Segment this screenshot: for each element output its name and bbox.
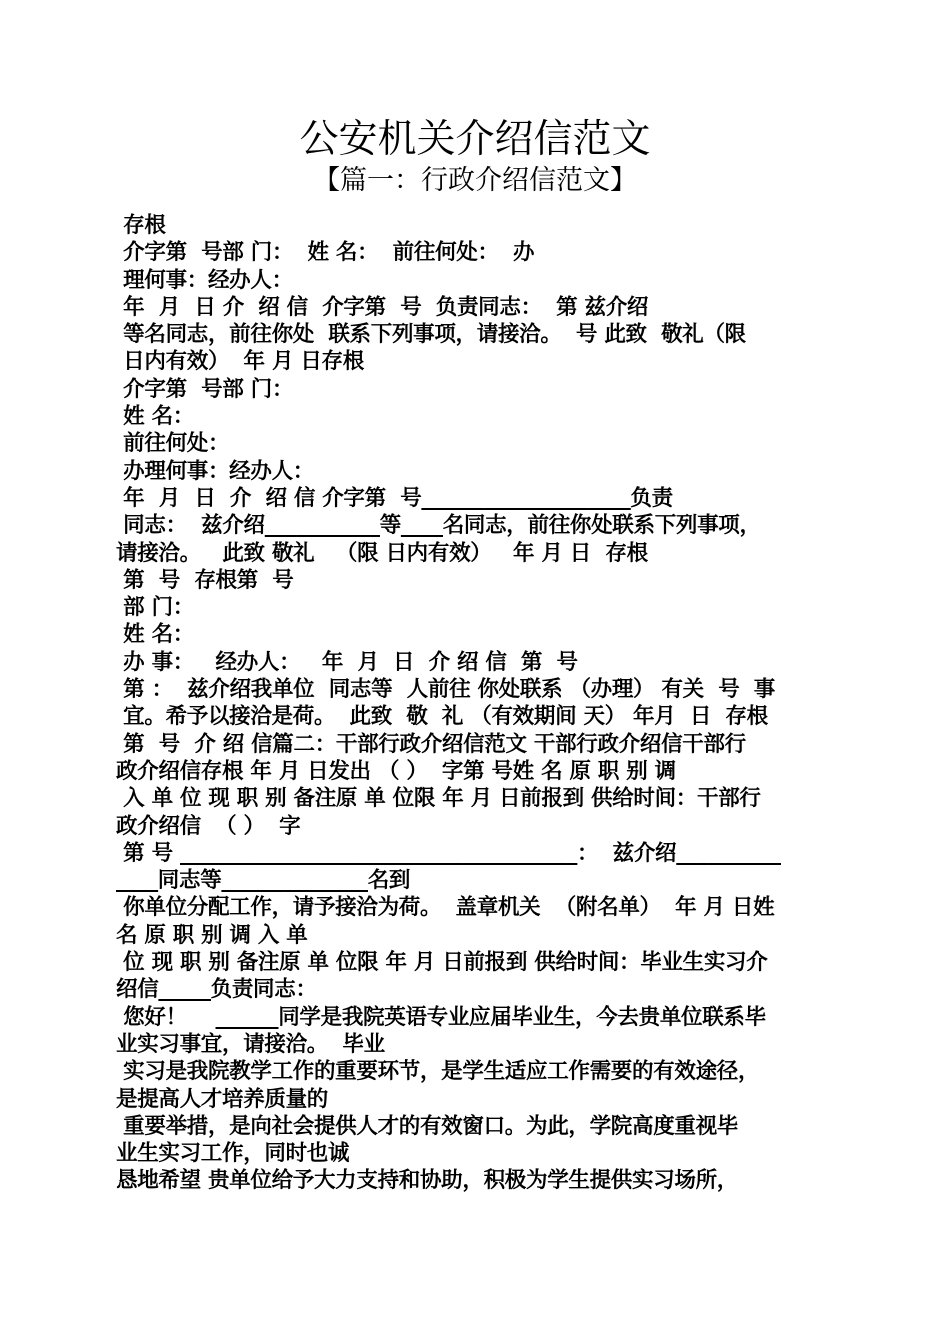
document-title: 公安机关介绍信范文	[299, 117, 651, 162]
text-line: 名 原 职 别 调 入 单	[116, 922, 308, 948]
text-line: 宜。希予以接洽是荷。 此致 敬 礼 （有效期间 天） 年月 日 存根	[116, 704, 768, 730]
text-line: 实习是我院教学工作的重要环节，是学生适应工作需要的有效途径，	[116, 1059, 760, 1085]
text-line: 同志： 兹介绍___________等____名同志，前往你处联系下列事项，	[116, 513, 761, 539]
text-line: 办 事： 经办人： 年 月 日 介 绍 信 第 号	[116, 649, 578, 675]
text-line: 重要举措，是向社会提供人才的有效窗口。为此，学院高度重视毕	[116, 1113, 738, 1139]
text-line: 你单位分配工作，请予接洽为荷。 盖章机关 （附名单） 年 月 日姓	[116, 895, 775, 921]
text-line: 入 单 位 现 职 别 备注原 单 位限 年 月 日前报到 供给时间：干部行	[116, 786, 761, 812]
text-line: 理何事：经办人：	[116, 267, 293, 293]
text-line: 年 月 日 介 绍 信 介字第 号 负责同志： 第 兹介绍	[116, 294, 649, 320]
text-line: 日内有效） 年 月 日存根	[116, 349, 364, 375]
text-line: 您好！ ______同学是我院英语专业应届毕业生，今去贵单位联系毕	[116, 1004, 766, 1030]
text-line: 年 月 日 介 绍 信 介字第 号____________________负责	[116, 485, 673, 511]
text-line: 介字第 号部 门：	[116, 376, 294, 402]
text-line: 存根	[116, 213, 166, 238]
text-line: 业生实习工作，同时也诚	[116, 1141, 350, 1167]
text-line: 姓 名：	[116, 622, 194, 648]
text-line: 第 ： 兹介绍我单位 同志等 人前往 你处联系 （办理） 有关 号 事	[116, 677, 775, 703]
text-line: 办理何事：经办人：	[116, 458, 314, 484]
text-line: 前往何处：	[116, 431, 230, 457]
text-line: 介字第 号部 门： 姓 名： 前往何处： 办	[116, 240, 535, 266]
document-subtitle: 【篇一：行政介绍信范文】	[313, 165, 637, 196]
text-line: 政介绍信存根 年 月 日发出 （ ） 字第 号姓 名 原 职 别 调	[116, 758, 676, 784]
text-line: 业实习事宜，请接洽。 毕业	[116, 1031, 385, 1057]
text-line: 部 门：	[116, 595, 194, 621]
text-line: 位 现 职 别 备注原 单 位限 年 月 日前报到 供给时间：毕业生实习介	[116, 950, 768, 976]
text-line: 恳地希望 贵单位给予大力支持和协助，积极为学生提供实习场所，	[116, 1168, 738, 1194]
text-line: 请接洽。 此致 敬礼 （限 日内有效） 年 月 日 存根	[116, 540, 648, 566]
text-line: 等名同志，前往你处 联系下列事项，请接洽。 号 此致 敬礼（限	[116, 322, 746, 348]
text-line: 是提高人才培养质量的	[116, 1086, 329, 1112]
text-line: 第 号 ______________________________________： 兹介绍__________	[116, 840, 781, 866]
text-line: 第 号 介 绍 信篇二：干部行政介绍信范文 干部行政介绍信干部行	[116, 731, 746, 757]
text-line: 姓 名：	[116, 404, 194, 430]
text-line: 政介绍信 （ ） 字	[116, 813, 301, 839]
text-line: ____同志等______________名到	[116, 868, 411, 894]
text-line: 第 号 存根第 号	[116, 567, 294, 593]
text-line: 绍信_____负责同志：	[116, 977, 317, 1003]
document-body	[116, 212, 836, 1195]
